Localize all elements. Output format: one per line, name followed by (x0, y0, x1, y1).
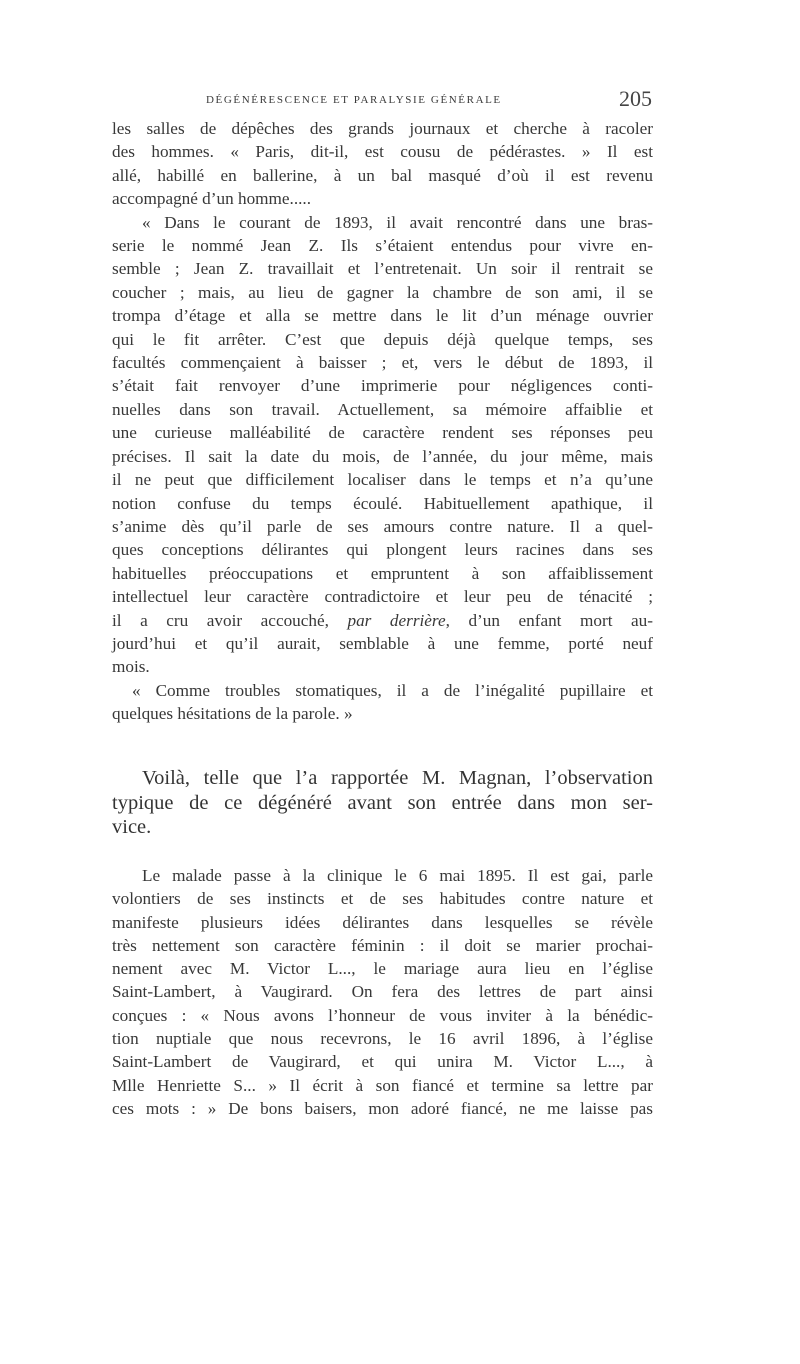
quoted-observation (112, 117, 653, 726)
text-line: les salles de dépêches des grands journaux et cherche à racoler (112, 119, 653, 138)
text-line: habituelles préoccupations et empruntent à son affaiblissement (112, 563, 653, 583)
text-line-with-italic (112, 609, 653, 632)
text-line: tion nuptiale que nous recevrons, le 16 avril 1896, à l’église (112, 1029, 653, 1049)
text-line: ces mots : » De bons baisers, mon adoré fiancé, ne me laisse pas (112, 1098, 653, 1118)
text-line: nement avec M. Victor L..., le mariage aura lieu en l’église (112, 959, 653, 979)
running-title: DÉGÉNÉRESCENCE ET PARALYSIE GÉNÉRALE (206, 94, 502, 106)
text-line: « Comme troubles stomatiques, il a de l’inégalité pupillaire et (132, 680, 653, 700)
text-line: Saint-Lambert, à Vaugirard. On fera des lettres de part ainsi (112, 982, 653, 1002)
text-line: il ne peut que difficilement localiser dans le temps et n’a qu’une (112, 470, 653, 490)
italic-phrase: par derrière (347, 610, 446, 630)
text-line: Mlle Henriette S... » Il écrit à son fiancé et termine sa lettre par (112, 1075, 653, 1095)
text-line: quelques hésitations de la parole. » (112, 704, 353, 724)
text-line: des hommes. « Paris, dit-il, est cousu de pédérastes. » Il est (112, 142, 653, 162)
page-number: 205 (619, 86, 652, 111)
text-line: très nettement son caractère féminin : il doit se marier prochai- (112, 935, 653, 955)
author-comment-paragraph (112, 766, 653, 840)
text-segment: il a cru avoir accouché, (112, 610, 329, 630)
running-header (206, 86, 652, 114)
text-line: semble ; Jean Z. travaillait et l’entretenait. Un soir il rentrait se (112, 259, 653, 279)
text-line: conçues : « Nous avons l’honneur de vous inviter à la bénédic- (112, 1005, 653, 1025)
text-line: s’anime dès qu’il parle de ses amours contre nature. Il a quel- (112, 516, 653, 536)
text-line: jourd’hui et qu’il aurait, semblable à une femme, porté neuf (112, 633, 653, 653)
text-line: volontiers de ses instincts et de ses habitudes contre nature et (112, 889, 653, 909)
text-line: s’était fait renvoyer d’une imprimerie pour négligences conti- (112, 376, 653, 396)
text-line: ques conceptions délirantes qui plongent leurs racines dans ses (112, 540, 653, 560)
text-line: une curieuse malléabilité de caractère rendent ses réponses peu (112, 423, 653, 443)
text-line: facultés commençaient à baisser ; et, vers le début de 1893, il (112, 353, 653, 373)
text-line: mois. (112, 657, 150, 677)
text-line: serie le nommé Jean Z. Ils s’étaient entendus pour vivre en- (112, 236, 653, 256)
text-line: trompa d’étage et alla se mettre dans le lit d’un ménage ouvrier (112, 306, 653, 326)
text-line: qui le fit arrêter. C’est que depuis déjà quelque temps, ses (112, 329, 653, 349)
text-line: Le malade passe à la clinique le 6 mai 1895. Il est gai, parle (142, 866, 653, 885)
text-line: coucher ; mais, au lieu de gagner la chambre de son ami, il se (112, 282, 653, 302)
text-line: typique de ce dégénéré avant son entrée dans mon ser- (112, 791, 653, 814)
text-line: accompagné d’un homme..... (112, 189, 312, 209)
text-line: « Dans le courant de 1893, il avait rencontré dans une bras- (142, 212, 653, 232)
text-line: Voilà, telle que l’a rapportée M. Magnan, l’observation (142, 767, 653, 789)
text-segment: , d’un enfant mort au- (445, 610, 653, 630)
text-line: intellectuel leur caractère contradictoire et leur peu de ténacité ; (112, 587, 653, 607)
text-line: notion confuse du temps écoulé. Habituellement apathique, il (112, 493, 653, 513)
text-line: manifeste plusieurs idées délirantes dans lesquelles se révèle (112, 912, 653, 932)
text-line: allé, habillé en ballerine, à un bal masqué d’où il est revenu (112, 165, 653, 185)
text-line: vice. (112, 816, 152, 839)
clinical-paragraph (112, 864, 653, 1120)
text-line: précises. Il sait la date du mois, de l’année, du jour même, mais (112, 446, 653, 466)
text-line: nuelles dans son travail. Actuellement, sa mémoire affaiblie et (112, 399, 653, 419)
text-line: Saint-Lambert de Vaugirard, et qui unira M. Victor L..., à (112, 1052, 653, 1072)
